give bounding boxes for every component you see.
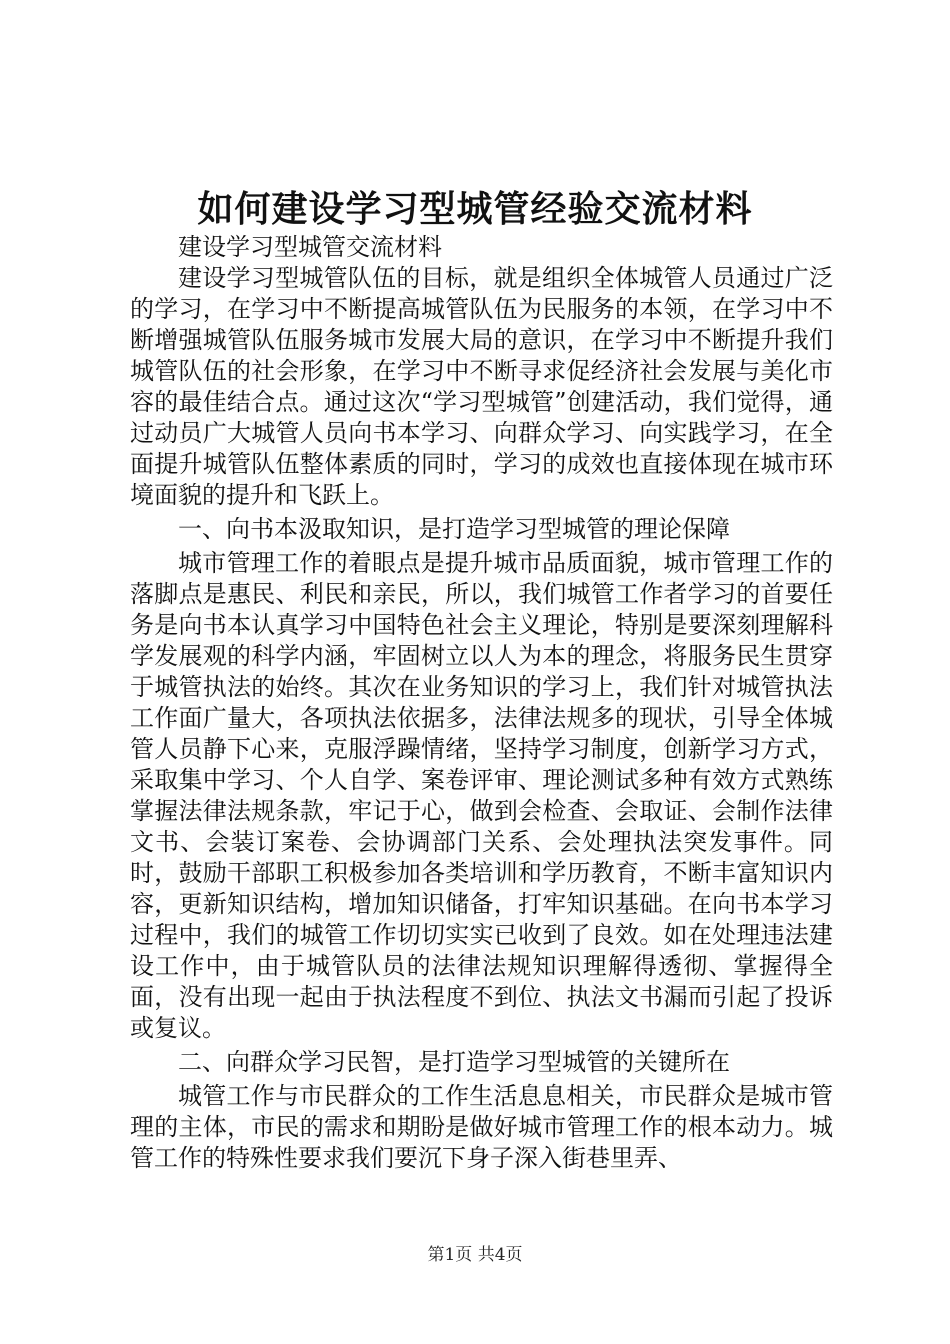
section-heading-2: 二、向群众学习民智，是打造学习型城管的关键所在 <box>178 1048 730 1076</box>
section-1-paragraph: 城市管理工作的着眼点是提升城市品质面貌，城市管理工作的落脚点是惠民、利民和亲民，所以，我们城管工作者学习的首要任务是向书本认真学习中国特色社会主义理论，特别是要深刻理解科学发展观的科学内涵，牢固树立以人为本的理念，将服务民生贯穿于城管执法的始终。其次在业务知识的学习上，我们针对城管执法工作面广量大，各项执法依据多，法律法规多的现状，引导全体城管人员静下心来，克服浮躁情绪，坚持学习制度，创新学习方式，采取集中学习、个人自学、案卷评审、理论测试多种有效方式熟练掌握法律法规条款，牢记于心，做到会检查、会取证、会制作法律文书、会装订案卷、会协调部门关系、会处理执法突发事件。同时，鼓励干部职工积极参加各类培训和学历教育，不断丰富知识内容，更新知识结构，增加知识储备，打牢知识基础。在向书本学习过程中，我们的城管工作切切实实已收到了良效。如在处理违法建设工作中，由于城管队员的法律法规知识理解得透彻、掌握得全面，没有出现一起由于执法程度不到位、执法文书漏而引起了投诉或复议。 <box>130 549 833 1042</box>
page-number-footer: 第1页 共4页 <box>427 1245 523 1265</box>
intro-paragraph: 建设学习型城管队伍的目标，就是组织全体城管人员通过广泛的学习，在学习中不断提高城管队伍为民服务的本领，在学习中不断增强城管队伍服务城市发展大局的意识，在学习中不断提升我们城管队伍的社会形象，在学习中不断寻求促经济社会发展与美化市容的最佳结合点。通过这次“学习型城管”创建活动，我们觉得，通过动员广大城管人员向书本学习、向群众学习、向实践学习，在全面提升城管队伍整体素质的同时，学习的成效也直接体现在城市环境面貌的提升和飞跃上。 <box>130 264 833 509</box>
document-body <box>130 232 833 1174</box>
subtitle-paragraph: 建设学习型城管交流材料 <box>178 233 442 261</box>
document-title: 如何建设学习型城管经验交流材料 <box>197 188 753 230</box>
section-2-paragraph: 城管工作与市民群众的工作生活息息相关，市民群众是城市管理的主体，市民的需求和期盼是做好城市管理工作的根本动力。城管工作的特殊性要求我们要沉下身子深入街巷里弄、 <box>130 1082 833 1172</box>
section-heading-1: 一、向书本汲取知识，是打造学习型城管的理论保障 <box>178 515 730 543</box>
